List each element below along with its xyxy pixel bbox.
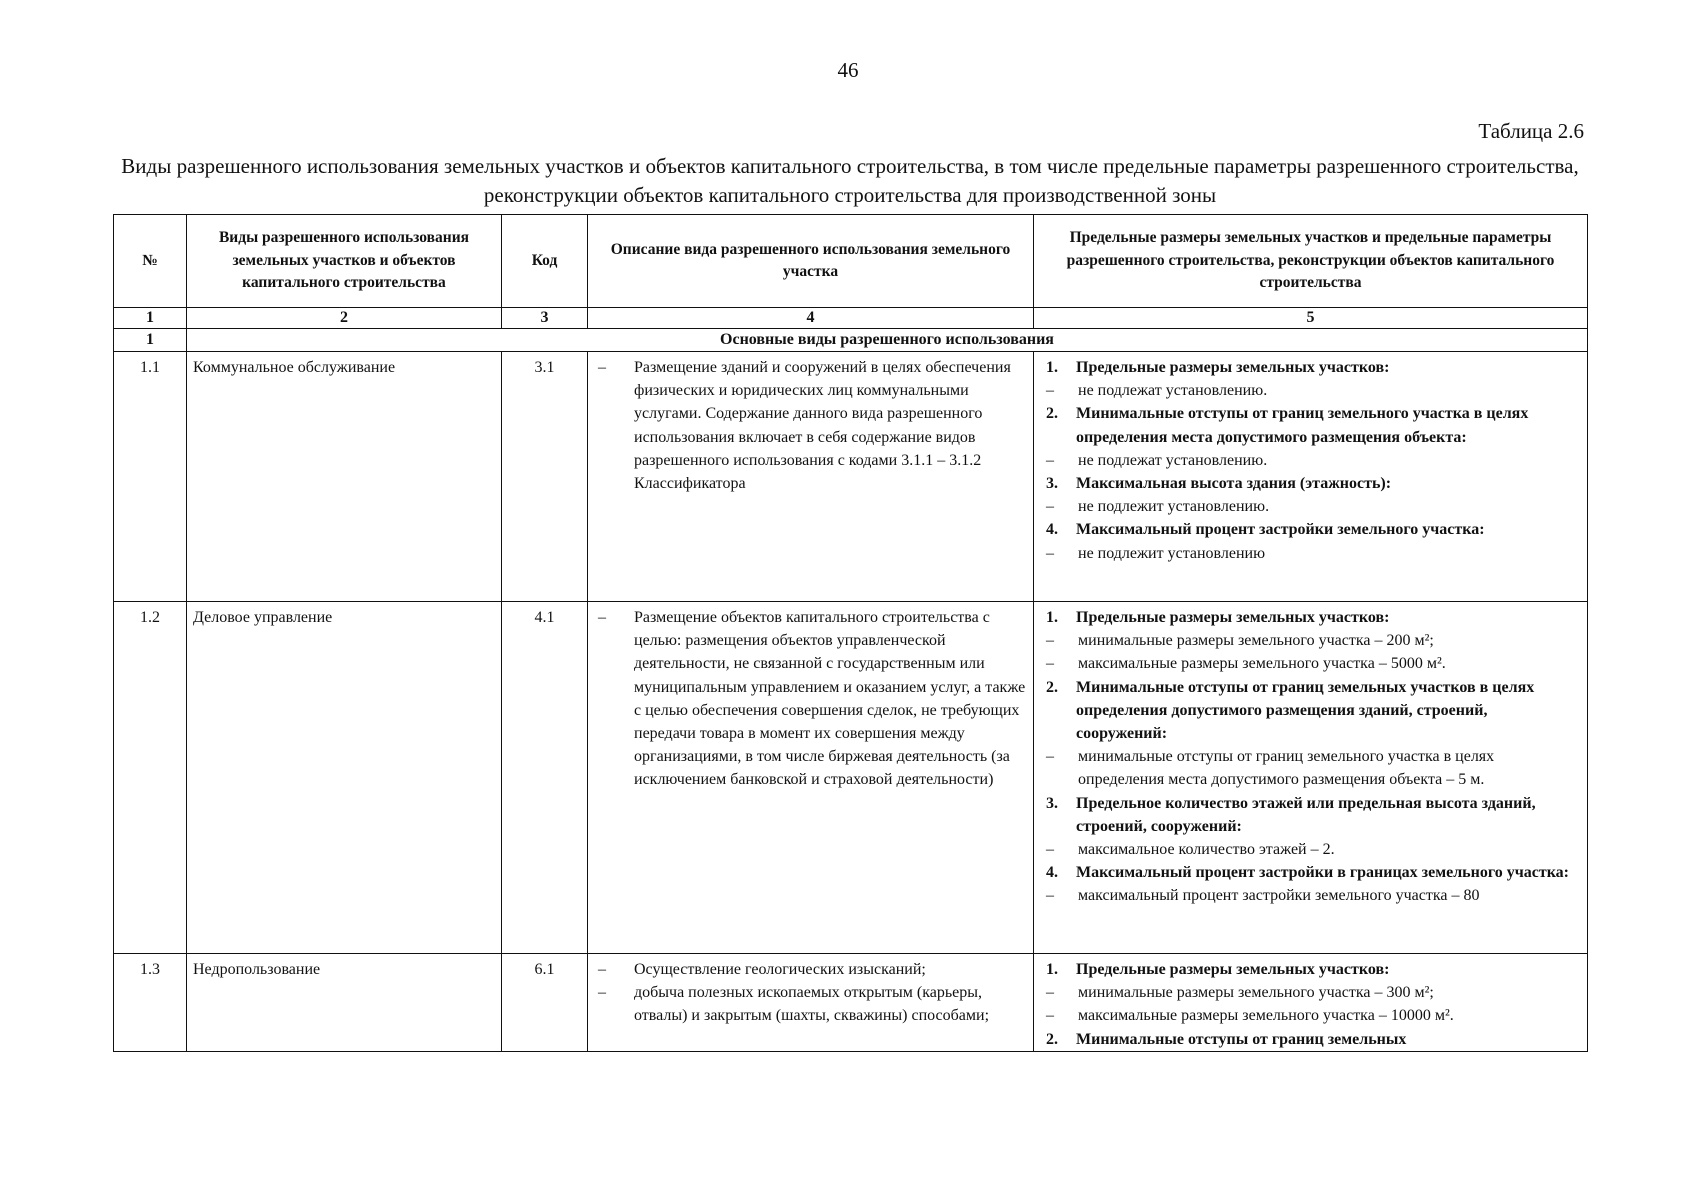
- param-item: [1042, 495, 1579, 518]
- param-heading: [1042, 861, 1579, 884]
- dash-mark: –: [1046, 887, 1054, 905]
- param-number: 1.: [1046, 961, 1058, 978]
- param-number: 1.: [1046, 359, 1058, 376]
- param-title: Предельное количество этажей или предельная высота зданий, строений, сооружений:: [1076, 794, 1536, 835]
- column-number: 2: [187, 308, 502, 329]
- param-item-text: максимальные размеры земельного участка – 10000 м².: [1078, 1007, 1454, 1025]
- param-heading: [1042, 1028, 1579, 1051]
- section-title: Основные виды разрешенного использования: [187, 329, 1588, 352]
- header-row: [114, 215, 1588, 308]
- param-title: Минимальные отступы от границ земельных участков в целях определения допустимого размещения зданий, строений, сооружений:: [1076, 678, 1535, 743]
- row-description: [588, 954, 1034, 1052]
- table-label: Таблица 2.6: [1478, 119, 1584, 143]
- row-number: 1.2: [114, 602, 187, 954]
- header-kind: Виды разрешенного использования земельных участков и объектов капитального строительства: [187, 215, 502, 308]
- row-params: [1034, 602, 1588, 954]
- param-number: 4.: [1046, 864, 1058, 882]
- param-item: [1042, 884, 1579, 907]
- param-item: [1042, 542, 1579, 565]
- column-number: 4: [588, 308, 1034, 329]
- dash-mark: –: [1046, 748, 1054, 766]
- param-number: 2.: [1046, 405, 1058, 423]
- row-code: 6.1: [502, 954, 588, 1052]
- param-item-text: не подлежит установлению.: [1078, 498, 1270, 516]
- param-heading: [1042, 958, 1579, 981]
- param-item: [1042, 629, 1579, 652]
- description-text: Размещение зданий и сооружений в целях обеспечения физических и юридических лиц коммунальными услугами. Содержание данного вида разрешенного использования включает в себя содержание видов разрешенного использования с кодами 3.1.1 – 3.1.2 Классификатора: [634, 359, 1011, 493]
- row-kind: Коммунальное обслуживание: [187, 352, 502, 602]
- row-kind: Недропользование: [187, 954, 502, 1052]
- param-title: Минимальные отступы от границ земельного участка в целях определения места допустимого размещения объекта:: [1076, 405, 1529, 446]
- dash-mark: –: [1046, 841, 1054, 859]
- param-item-text: максимальное количество этажей – 2.: [1078, 841, 1335, 859]
- param-item: [1042, 745, 1579, 791]
- param-heading: [1042, 356, 1579, 379]
- row-description: [588, 352, 1034, 602]
- param-item-text: максимальный процент застройки земельного участка – 80: [1078, 887, 1480, 905]
- row-params: [1034, 954, 1588, 1052]
- param-item: [1042, 981, 1579, 1004]
- param-item: [1042, 379, 1579, 402]
- description-item: [594, 606, 1027, 792]
- param-number: 1.: [1046, 609, 1058, 626]
- param-item: [1042, 449, 1579, 472]
- dash-mark: –: [1046, 382, 1054, 400]
- row-number: 1.1: [114, 352, 187, 602]
- param-title: Предельные размеры земельных участков:: [1076, 609, 1390, 626]
- param-heading: [1042, 402, 1579, 448]
- param-number: 2.: [1046, 1030, 1058, 1048]
- dash-mark: –: [1046, 655, 1054, 673]
- param-heading: [1042, 792, 1579, 838]
- param-title: Предельные размеры земельных участков:: [1076, 961, 1390, 978]
- section-number: 1: [114, 329, 187, 352]
- param-title: Максимальный процент застройки в границах земельного участка:: [1076, 864, 1569, 882]
- header-params: Предельные размеры земельных участков и предельные параметры разрешенного строительства, реконструкции объектов капитального строительства: [1034, 215, 1588, 308]
- row-params: [1034, 352, 1588, 602]
- dash-mark: –: [1046, 1007, 1054, 1025]
- dash-mark: –: [598, 984, 606, 1002]
- param-item: [1042, 1004, 1579, 1027]
- param-title: Минимальные отступы от границ земельных: [1076, 1030, 1407, 1048]
- row-code: 4.1: [502, 602, 588, 954]
- page-number: 46: [837, 58, 859, 82]
- table-body: [114, 352, 1588, 1052]
- dash-mark: –: [1046, 984, 1054, 1002]
- column-number: 5: [1034, 308, 1588, 329]
- param-title: Предельные размеры земельных участков:: [1076, 359, 1390, 376]
- table-row: [114, 352, 1588, 602]
- param-item-text: не подлежит установлению: [1078, 544, 1266, 562]
- param-heading: [1042, 518, 1579, 541]
- param-item-text: минимальные размеры земельного участка – 200 м²;: [1078, 632, 1434, 650]
- column-number: 1: [114, 308, 187, 329]
- column-number: 3: [502, 308, 588, 329]
- param-item: [1042, 838, 1579, 861]
- param-item-text: максимальные размеры земельного участка – 5000 м².: [1078, 655, 1446, 673]
- dash-mark: –: [598, 359, 606, 376]
- param-item-text: минимальные размеры земельного участка – 300 м²;: [1078, 984, 1434, 1002]
- param-number: 3.: [1046, 794, 1058, 812]
- param-number: 2.: [1046, 678, 1058, 696]
- description-text: Осуществление геологических изысканий;: [634, 961, 926, 978]
- param-heading: [1042, 676, 1579, 746]
- column-number-row: [114, 308, 1588, 329]
- header-description: Описание вида разрешенного использования земельного участка: [588, 215, 1034, 308]
- dash-mark: –: [1046, 498, 1054, 516]
- description-item: [594, 356, 1027, 495]
- row-code: 3.1: [502, 352, 588, 602]
- param-item-text: не подлежат установлению.: [1078, 382, 1268, 400]
- param-number: 4.: [1046, 521, 1058, 539]
- table-row: [114, 602, 1588, 954]
- dash-mark: –: [1046, 632, 1054, 650]
- header-num: №: [114, 215, 187, 308]
- row-description: [588, 602, 1034, 954]
- dash-mark: –: [1046, 451, 1054, 469]
- dash-mark: –: [1046, 544, 1054, 562]
- param-title: Максимальная высота здания (этажность):: [1076, 475, 1392, 493]
- description-text: добыча полезных ископаемых открытым (карьеры, отвалы) и закрытым (шахты, скважины) способами;: [634, 984, 990, 1025]
- row-kind: Деловое управление: [187, 602, 502, 954]
- dash-mark: –: [598, 609, 606, 626]
- section-row: [114, 329, 1588, 352]
- land-use-table: [113, 214, 1588, 1052]
- param-number: 3.: [1046, 475, 1058, 493]
- description-text: Размещение объектов капитального строительства с целью: размещения объектов управленческой деятельности, не связанной с государственным или муниципальным управлением и оказанием услуг, а также с целью обеспечения совершения сделок, не требующих передачи товара в момент их совершения между организациями, в том числе биржевая деятельность (за исключением банковской и страховой деятельности): [634, 609, 1026, 789]
- param-title: Максимальный процент застройки земельного участка:: [1076, 521, 1485, 539]
- table-title: Виды разрешенного использования земельных участков и объектов капитального строительства, в том числе предельные параметры разрешенного строительства, реконструкции объектов капитального строительства для производственной зоны: [121, 154, 1579, 207]
- table-row: [114, 954, 1588, 1052]
- param-item-text: не подлежат установлению.: [1078, 451, 1268, 469]
- row-number: 1.3: [114, 954, 187, 1052]
- param-item: [1042, 652, 1579, 675]
- description-item: [594, 958, 1027, 981]
- dash-mark: –: [598, 961, 606, 978]
- description-item: [594, 981, 1027, 1027]
- param-item-text: минимальные отступы от границ земельного участка в целях определения места допустимого размещения объекта – 5 м.: [1078, 748, 1495, 789]
- header-code: Код: [502, 215, 588, 308]
- param-heading: [1042, 472, 1579, 495]
- param-heading: [1042, 606, 1579, 629]
